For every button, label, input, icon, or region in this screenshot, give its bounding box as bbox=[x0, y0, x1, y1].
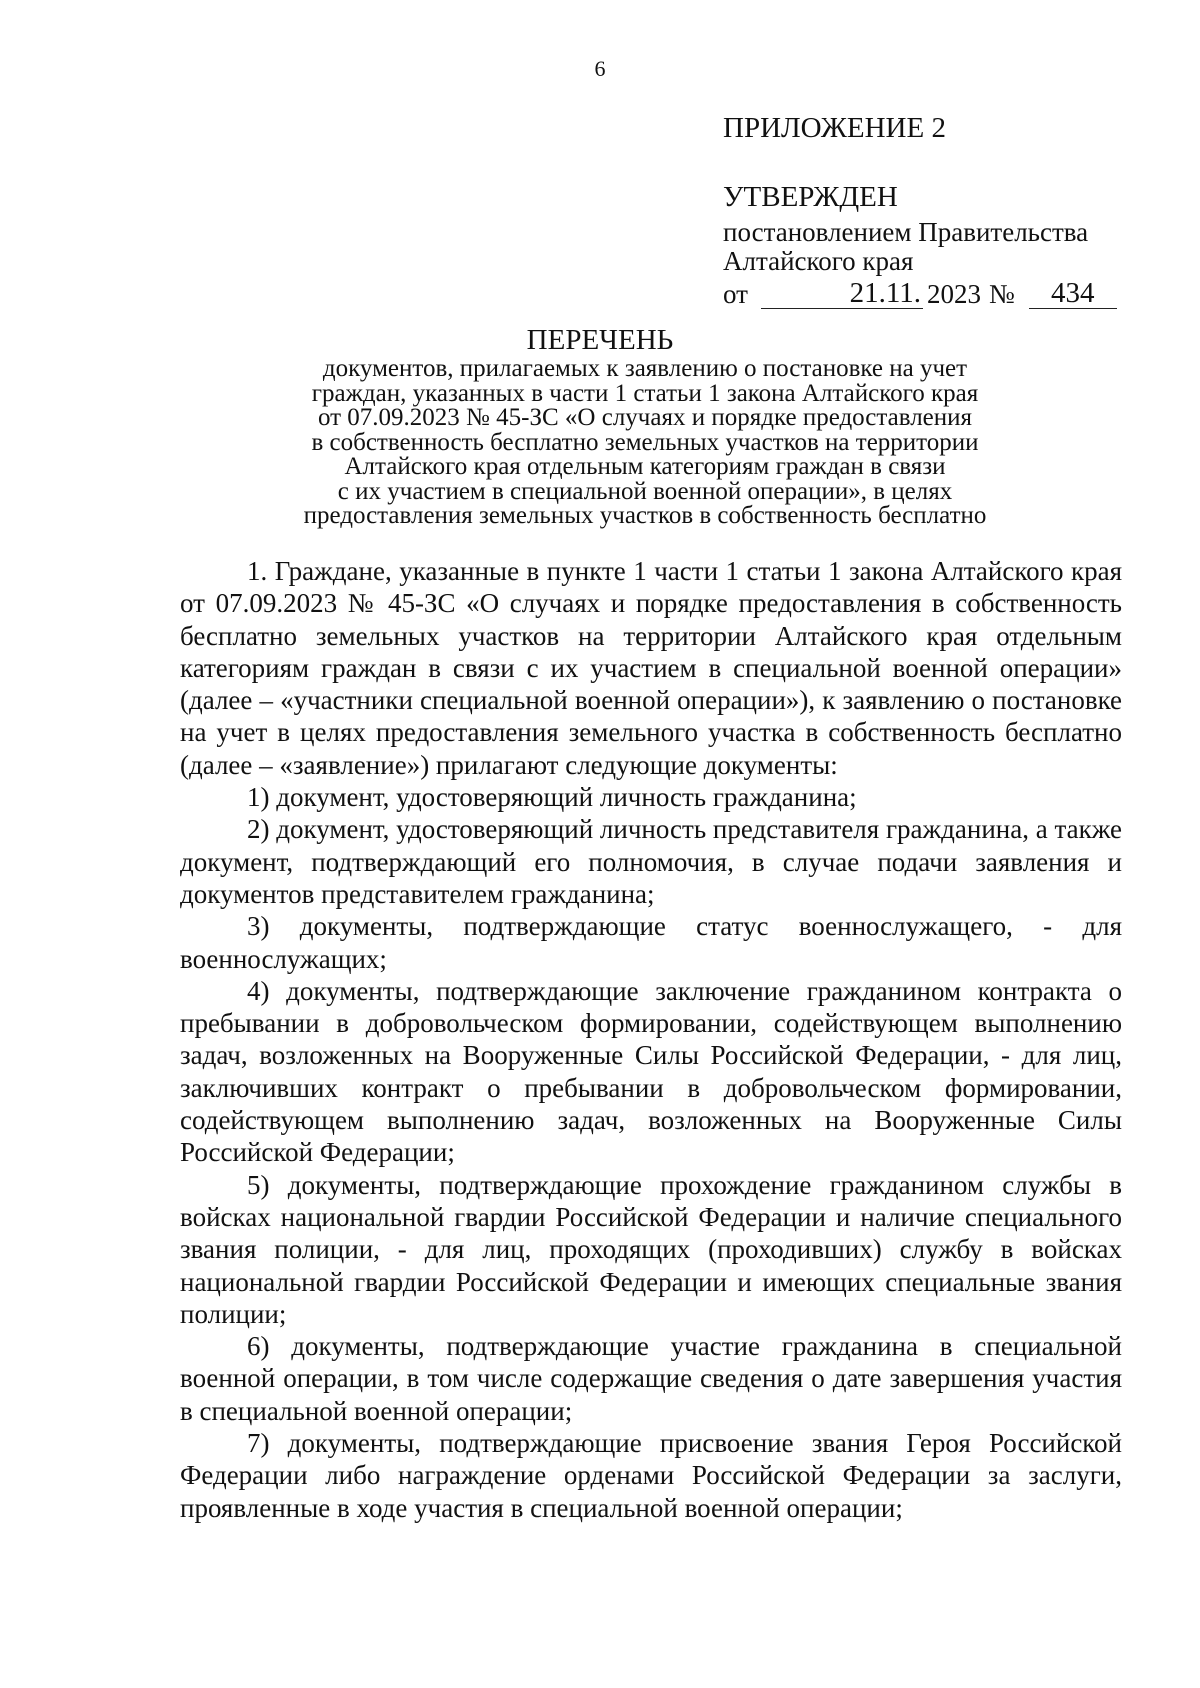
document-title: ПЕРЕЧЕНЬ bbox=[526, 324, 674, 356]
approval-number: 434 bbox=[1029, 279, 1117, 309]
list-item-3: 3) документы, подтверждающие статус военнослужащего, - для военнослужащих; bbox=[180, 911, 1122, 974]
subtitle-line: Алтайского края отдельным категориям граждан в связи bbox=[344, 453, 946, 480]
paragraph-1: 1. Граждане, указанные в пункте 1 части 1 статьи 1 закона Алтайского края от 07.09.2023 № 45-ЗС «О случаях и порядке предоставления в собственность бесплатно земельных участков на территории Алтайского края отдельным категориям граждан в связи с их участием в специальной военной операции» (далее – «участники специальной военной операции»), к заявлению о постановке на учет в целях предоставления земельного участка в собственность бесплатно (далее – «заявление») прилагают следующие документы: bbox=[180, 556, 1122, 780]
subtitle-line: предоставления земельных участков в собственность бесплатно bbox=[303, 502, 987, 529]
list-item-4: 4) документы, подтверждающие заключение гражданином контракта о пребывании в добровольческом формировании, содействующем выполнению задач, возложенных на Вооруженные Силы Российской Федерации, - для лиц, заключивших контракт о пребывании в добровольческом формировании, содействующем выполнению задач, возложенных на Вооруженные Силы Российской Федерации; bbox=[180, 975, 1122, 1168]
subtitle-line: с их участием в специальной военной операции», в целях bbox=[337, 477, 953, 505]
subtitle-line: от 07.09.2023 № 45-ЗС «О случаях и порядке предоставления bbox=[317, 404, 973, 431]
approval-date-row bbox=[723, 279, 1143, 309]
approval-line-2: Алтайского края bbox=[723, 246, 914, 276]
list-item-2: 2) документ, удостоверяющий личность представителя гражданина, а также документ, подтверждающий его полномочия, в случае подачи заявления и документов представителем гражданина; bbox=[180, 814, 1122, 909]
number-sign: № bbox=[989, 279, 1015, 309]
list-item-1: 1) документ, удостоверяющий личность гражданина; bbox=[247, 782, 857, 813]
approval-year: 2023 bbox=[927, 279, 981, 309]
document-body bbox=[180, 555, 1122, 1524]
list-item-7: 7) документы, подтверждающие присвоение звания Героя Российской Федерации либо награждение орденами Российской Федерации за заслуги, проявленные в ходе участия в специальной военной операции; bbox=[180, 1428, 1122, 1523]
subtitle-line: документов, прилагаемых к заявлению о постановке на учет bbox=[322, 355, 968, 382]
document-subtitle bbox=[255, 357, 1035, 529]
subtitle-line: в собственность бесплатно земельных участков на территории bbox=[311, 428, 979, 456]
subtitle-line: граждан, указанных в части 1 статьи 1 закона Алтайского края bbox=[311, 379, 979, 407]
appendix-heading: ПРИЛОЖЕНИЕ 2 bbox=[723, 112, 946, 144]
list-item-6: 6) документы, подтверждающие участие гражданина в специальной военной операции, в том числе содержащие сведения о дате завершения участия в специальной военной операции; bbox=[180, 1331, 1122, 1426]
page-number: 6 bbox=[594, 56, 606, 81]
list-item-5: 5) документы, подтверждающие прохождение гражданином службы в войсках национальной гвардии Российской Федерации и наличие специального звания полиции, - для лиц, проходящих (проходивших) службу в войсках национальной гвардии Российской Федерации и имеющих специальные звания полиции; bbox=[180, 1169, 1122, 1329]
approval-block bbox=[723, 114, 1143, 309]
from-label: от bbox=[723, 279, 748, 309]
approval-line-1: постановлением Правительства bbox=[723, 217, 1089, 247]
approval-date: 21.11. bbox=[761, 279, 923, 309]
approved-heading: УТВЕРЖДЕН bbox=[723, 181, 898, 213]
